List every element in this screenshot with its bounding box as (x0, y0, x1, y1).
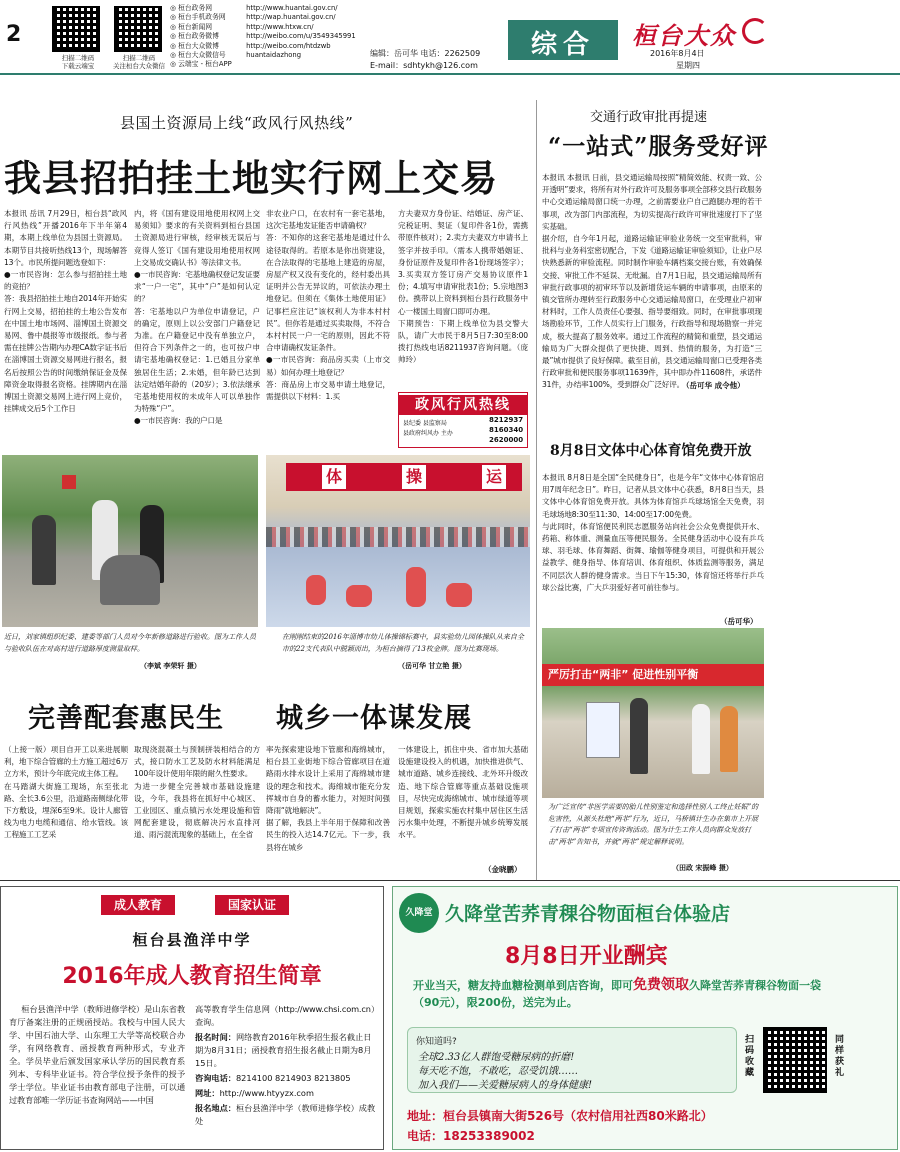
gym-banner-char-3: 运 (482, 465, 506, 489)
bullet-icon: ◎ (170, 41, 179, 50)
school-info-label: 报名时间： (195, 1032, 236, 1042)
photo3-caption: 为广泛宣传“非医学需要的胎儿性别鉴定和选择性别人工终止妊娠”的危害性，从源头杜绝“两非”行为，近日，马桥镇计生办在集市上开展了打击“两非”专项宣传咨询活动。图为计生工作人员向群众发放打击“两非”告知书，并就“两非”规定解释说明。 (548, 803, 759, 846)
store-offer-post: 久降堂苦荞青稞谷物面一袋（90元），限200份，送完为止。 (413, 979, 821, 1009)
header-link-name: 云端宝 - 桓台APP (178, 60, 232, 69)
header-link-row[interactable] (170, 4, 380, 13)
masthead: 桓台大众 (632, 21, 736, 50)
bullet-icon: ◎ (170, 51, 179, 60)
main-kicker: 县国土资源局上线“政风行风热线” (120, 114, 354, 132)
header (0, 0, 900, 76)
qr-code-app[interactable] (52, 6, 100, 52)
school-info-row (195, 1031, 377, 1070)
ad-school (0, 886, 384, 1150)
bullet-icon: ◎ (170, 22, 179, 31)
store-qr-code[interactable] (763, 1027, 827, 1093)
scan-label-left: 扫码收藏 (745, 1035, 755, 1078)
campaign-banner: 严厉打击“两非” 促进性别平衡 (542, 664, 764, 686)
school-info-row (195, 1072, 377, 1085)
school-info-row (195, 1102, 377, 1128)
qr1-caption: 扫描二维码 下载云端宝 (61, 54, 95, 70)
bullet-icon: ◎ (170, 32, 179, 41)
header-link-name: 桓台手机政务网 (178, 13, 226, 22)
store-headline: 8月8日开业酬宾 (505, 944, 668, 969)
header-link-url[interactable]: http://www.huantai.gov.cn/ (246, 4, 338, 12)
store-address: 地址：桓台县镇南大街526号（农村信用社西80米路北） (407, 1109, 713, 1123)
hotline-phone-3: 2620000 (489, 436, 524, 444)
header-link-url[interactable]: http://www.htxw.cn/ (246, 22, 314, 31)
header-link-row[interactable] (170, 60, 380, 69)
school-info-label: 报名地点： (195, 1103, 236, 1113)
header-link-name: 桓台大众微信号 (178, 51, 226, 60)
photo-gymnastics (266, 455, 530, 627)
side-credit: （岳可华 成令他） (682, 381, 745, 390)
gym-banner-char-2: 操 (402, 465, 426, 489)
photo-road-inspection (2, 455, 258, 627)
hotline-sponsor-1: 县纪委 县监察局 (403, 420, 447, 427)
photo3-credit: （田政 宋振峰 摄） (672, 863, 733, 872)
header-link-row[interactable] (170, 42, 380, 51)
bullet-icon: ◎ (170, 13, 179, 22)
main-col-4: 方夫妻双方身份证、结婚证、房产证、完税证明、契证（复印件各1份，需携带原件核对）；2.卖方夫妻双方申请书上签字并按手印。（需本人携带婚姻证、身份证原件及复印件各1份现场签字）；3.买卖双方签订房产交易协议原件1份；4.填写申请审批表1份；5.宗地图3份。携带以上资料到桓台县行政服务中心一楼国土局窗口即可办理。 下期预告：下期上线单位为县交警大队，请广大市民于8月5日7:30至8:00拨打热线电话8211937咨询问题。（庞帅玲） (398, 209, 528, 365)
ad-store (392, 886, 898, 1150)
hotline-title: 政风行风热线 (399, 395, 527, 415)
gym-credit: （岳可华） (720, 617, 758, 626)
hotline-box (398, 392, 528, 448)
store-logo-text: 久降堂 (405, 908, 433, 918)
side-headline: “一站式”服务受好评 (548, 133, 769, 160)
school-info-value: http://www.htyyzx.com (219, 1088, 314, 1098)
main-col-2: 内，将《国有建设用地使用权网上交易须知》要求的有关资料到桓台县国土资源局进行审核，经审核无误后与竞得人签订《国有建设用地使用权网上交易成交确认书》等法律文书。 ●一市民咨询：宅基地确权登记发证要求“一户一宅”，其中“户”是如何认定的？ 答：宅基地以户为单位申请登记，户的确定，原则上以公安部门户籍登记为准。在户籍登记中没有单独立户，但符合下列条件之一的，也可按户申请宅基地确权登记：1.已婚且分家单独居住生活；2.未婚，但年龄已达到法定结婚年龄的（20岁）；3.依法继承宅基地使用权的未成年人可以单独作为特殊“户”。 ●一市民咨询：我的户口是 (134, 209, 260, 426)
header-link-row[interactable] (170, 32, 380, 41)
store-offer (413, 977, 833, 1011)
header-link-url[interactable]: http://weibo.com/htdzwb (246, 41, 331, 50)
header-link-row[interactable] (170, 23, 380, 32)
notice-title: 你知道吗? (416, 1037, 457, 1047)
ad-tag-national: 国家认证 (215, 895, 289, 915)
qr2-caption: 扫描二维码 关注桓台大众微信 (113, 54, 165, 70)
header-link-name: 桓台政务网 (178, 4, 213, 12)
scan-label-right: 同样获礼 (835, 1035, 845, 1078)
bullet-icon: ◎ (170, 60, 179, 69)
bullet-icon: ◎ (170, 4, 179, 12)
lower-col-4: 一体建设上，抓住中央、省市加大基础设施建设投入的机遇，加快推进供气、城市道路、城乡连接线、北外环升级改造、地下综合管廊等重点基础设施项目，尽快完成海绵城市、城市绿道等项目规划，探索实施农村集中居住区生活污水集中处理，不断提升城乡统筹发展水平。 (398, 745, 528, 840)
photo1-credit: （李斌 李荣轩 摄） (140, 661, 201, 670)
ad-tag-adult-edu: 成人教育 (101, 895, 175, 915)
side-kicker: 交通行政审批再提速 (590, 110, 708, 125)
section-tab (508, 20, 618, 60)
editor-line: 编辑：岳可华 电话：2262509 (370, 49, 481, 58)
lower-col-3: 率先探索建设地下管廊和海绵城市，桓台县工业街地下综合管廊项目在道路雨水排水设计上采用了海绵城市建设的理念和技术。海绵城市能充分发挥城市自身的蓄水能力，对短时间强降雨“就地解决”。 据了解，我县上半年用于保障和改善民生的投入达14.7亿元。下一步，我县将在城乡 (266, 745, 390, 852)
column-divider (536, 100, 537, 880)
header-link-row[interactable] (170, 13, 380, 22)
school-info (195, 1031, 377, 1130)
header-link-url[interactable]: http://wap.huantai.gov.cn/ (246, 13, 336, 22)
gym-headline: 8月8日文体中心体育馆免费开放 (550, 443, 752, 459)
photo-two-non-campaign (542, 628, 764, 798)
lower-headline-right: 城乡一体谋发展 (276, 703, 472, 734)
school-info-value: 桓台县渔洋中学（教师进修学校）成教处 (195, 1103, 376, 1126)
store-phone: 电话：18253389002 (407, 1129, 535, 1143)
store-offer-pre: 开业当天，糖友持血糖检测单到店咨询，即可 (413, 979, 633, 992)
ad-rule (0, 880, 900, 881)
header-link-url[interactable]: huantaidazhong (246, 51, 302, 60)
side-body: 本报讯 本报讯 日前，县交通运输局按照“精简效能、权责一致、公开透明”要求，将所有对外行政许可及服务事项全部移交县行政服务中心交通运输局窗口统一办理，之前需要业户自己跑腿办理的若干事项，改为部门内部流程，为切实提高行政许可审批速度打下了坚实基础。 据介绍，自今年1月起，道路运输证审验业务统一交至审批科，审批科与业务科室密切配合，下发《道路运输证审验须知》，让业户尽快熟悉新的审验流程。同时制作审验车辆档案交接台账，有效确保交接、审批工作不延误、无纰漏。自7月1日起，县交通运输局所有审批行政事项的初审环节以及新增货运车辆的申请事项，由原来的镇交管所办理转至行政服务中心交通运输局窗口，在受理业户初审材料时，工作人员责任心要强、指导要细致。同时，在审批事项现场勘验环节，工作人员实行上门服务，行政指导和现场勘察一并完成，极大提高了服务效率。通过工作流程的精简和重塑，县交通运输局为广大群众提供了更快捷、周到、热情的服务，为打造“三最”城市提供了良好保障。截至目前，县交通运输局窗口已受理各类行政审批和便民服务事项11639件，其中即办件11608件，承诺件31件，办结率100%，受到群众广泛好评。 (542, 173, 762, 390)
issue-weekday: 星期四 (676, 61, 700, 70)
lower-col-1: （上接一版）项目自开工以来进展顺利，地下综合管廊的土方施工超过6万立方米，预计今年底完成主体工程。 在马踏湖大街施工现场，东至张北路、全长3.6公里，沿道路南侧绿化带下方敷设，埋深6至9米。设计人廊管线为电力电缆和通信、给水管线。该工程施工工艺采 (4, 745, 128, 840)
links-list (170, 4, 380, 70)
section-label: 综合 (530, 30, 595, 60)
photo2-caption: 在刚刚结束的2016年淄博市幼儿体操锦标赛中，县实验幼儿园体操队从来自全市的22支代表队中脱颖而出，为桓台摘得了13枚金牌。图为比赛现场。 (282, 633, 524, 653)
photo2-credit: （岳可华 甘立艳 摄） (398, 661, 466, 670)
lower-col-2: 取现浇混凝土与预制拼装相结合的方式，接口防水工艺及防水材料能满足100年设计使用年限的耐久性要求。 为进一步健全完善城市基础设施建设，今年，我县将在抓好中心城区、工业园区、重点镇污水处理设施和管网配套建设，彻底解决污水直排河道、雨污混流现象的基础上，在全省 (134, 745, 260, 840)
school-name: 桓台县渔洋中学 (132, 931, 252, 949)
school-intro-cont: 高等教育学生信息网（http://www.chsi.com.cn）查询。 (195, 1004, 375, 1027)
issue-date: 2016年8月4日 (650, 49, 705, 58)
header-rule (0, 73, 900, 75)
notice-line-1: 全球2.33亿人群饱受糖尿病的折磨! (418, 1052, 575, 1063)
header-link-name: 桓台大众微博 (178, 41, 219, 50)
gym-banner-char-1: 体 (322, 465, 346, 489)
lower-credit: （金晓鹏） (484, 865, 522, 874)
gym-body: 本报讯 8月8日是全国“全民健身日”，也是今年“文体中心体育馆启用7周年纪念日”。昨日，记者从县文体中心获悉，8月8日当天，县文体中心体育馆免费开放。具体为体育馆乒乓球场馆全天免费，羽毛球场地8:30至11:30、14:00至17:00免费。 与此同时，体育馆便民利民志愿服务站向社会公众免费提供开水、药箱、称体重、测量血压等便民服务。全民健身活动中心设有乒乓球、羽毛球、体育舞蹈、街舞、瑜伽等健身项目，可提供和开展公益教学、健身指导、体育培训、体育组织、体质监测等服务，满足不同层次人群的健身需求。当日下午15:30，体育馆还将举行乒乓球公益比赛，广大乒羽爱好者可前往参与。 (542, 473, 764, 592)
lower-headline-left: 完善配套惠民生 (28, 703, 224, 734)
header-link-name: 桓台政务微博 (178, 32, 219, 41)
qr-code-wechat[interactable] (114, 6, 162, 52)
store-title: 久降堂苦荞青稞谷物面桓台体验店 (445, 903, 731, 925)
school-info-value: 8214100 8214903 8213805 (235, 1073, 351, 1083)
hotline-sponsor-2: 县政府纠风办 主办 (403, 430, 453, 437)
school-info-value: 网络教育2016年秋季招生报名截止日期为8月31日；函授教育招生报名截止日期为8月15日。 (195, 1032, 372, 1068)
school-intro: 桓台县渔洋中学（教师进修学校）是山东省教育厅备案注册的正规函授站。我校与中国人民大学、中国石油大学、山东理工大学等高校联合办学，有网络教育、函授教育两种形式，专业齐全。学员毕业后颁发国家承认学历的国民教育系列本、专科毕业证书。符合学位授予条件的授予学士学位。毕业证书由教育部电子注册，可以通过教育部唯一学历证书查询网站——中国 (9, 1004, 185, 1105)
school-info-label: 咨询电话： (195, 1073, 236, 1083)
school-info-row (195, 1087, 377, 1100)
notice-line-3: 加入我们——关爱糖尿病人的身体健康! (418, 1080, 593, 1091)
masthead-logo-icon (742, 18, 768, 44)
notice-line-2: 每天吃不饱，不敢吃，忍受饥饿…… (418, 1066, 578, 1077)
hotline-phone-2: 8160340 (489, 426, 524, 434)
store-offer-free: 免费领取 (633, 977, 689, 993)
page-number: 2 (6, 22, 22, 47)
header-link-name: 桓台新闻网 (178, 22, 213, 31)
photo1-caption: 近日，刘家镇组织纪委、建委等部门人员对今年新修道路进行验收。图为工作人员与验收队伍在对高村进行道路厚度测量取样。 (4, 633, 256, 653)
email-line: E-mail：sdhtykh@126.com (370, 61, 478, 70)
header-link-url[interactable]: http://weibo.com/u/3549345991 (246, 32, 356, 41)
main-headline: 我县招拍挂土地实行网上交易 (4, 156, 498, 200)
main-col-3: 非农业户口，在农村有一套宅基地，这次宅基地发证能否申请确权？ 答：不知你的这套宅基地是通过什么途径取得的。若原本是你出资建设，在合法取得的宅基地上建造的房屋，房屋产权又没有变化的，经村委出具证明并公告无异议的，可依法办理土地登记。但须在《集体土地使用证》记事栏应注记“该权利人为非本村村民”。但你若是通过买卖取得，不符合本村村民一户一宅的原则，因此不符合申请确权发证条件。 ●一市民咨询：商品房买卖（上市交易）如何办理土地登记？ 答：商品房上市交易申请土地登记，需提供以下材料：1.买 (266, 209, 390, 402)
school-title: 2016年成人教育招生简章 (62, 964, 322, 989)
main-col-1: 本报讯 岳讯 7月29日，桓台县“政风行风热线”开播2016年下半年第4期，本期上线单位为县国土资源局。本期节目共接听热线13个，现场解答13个。市民所提问题选登如下： ●一市民咨询：怎么参与招拍挂土地的竞拍？ 答：我县招拍挂土地自2014年开始实行网上交易，招拍挂的土地公告发布在中国土地市场网、淄博国土资源交易网、鲁中晨报等市级报纸。参与者需在挂牌公告期内办理CA数字证书后在淄博国土资源交易网进行报名，报名后按照公告的时间缴纳保证金及保障资金取得报名资格。挂牌期内在淄博国土资源交易网上进行网上竞价，挂牌成交后5个工作日 (4, 209, 127, 414)
school-info-label: 网址： (195, 1088, 220, 1098)
store-notice-box (407, 1027, 737, 1093)
hotline-phone-1: 8212937 (489, 416, 524, 424)
